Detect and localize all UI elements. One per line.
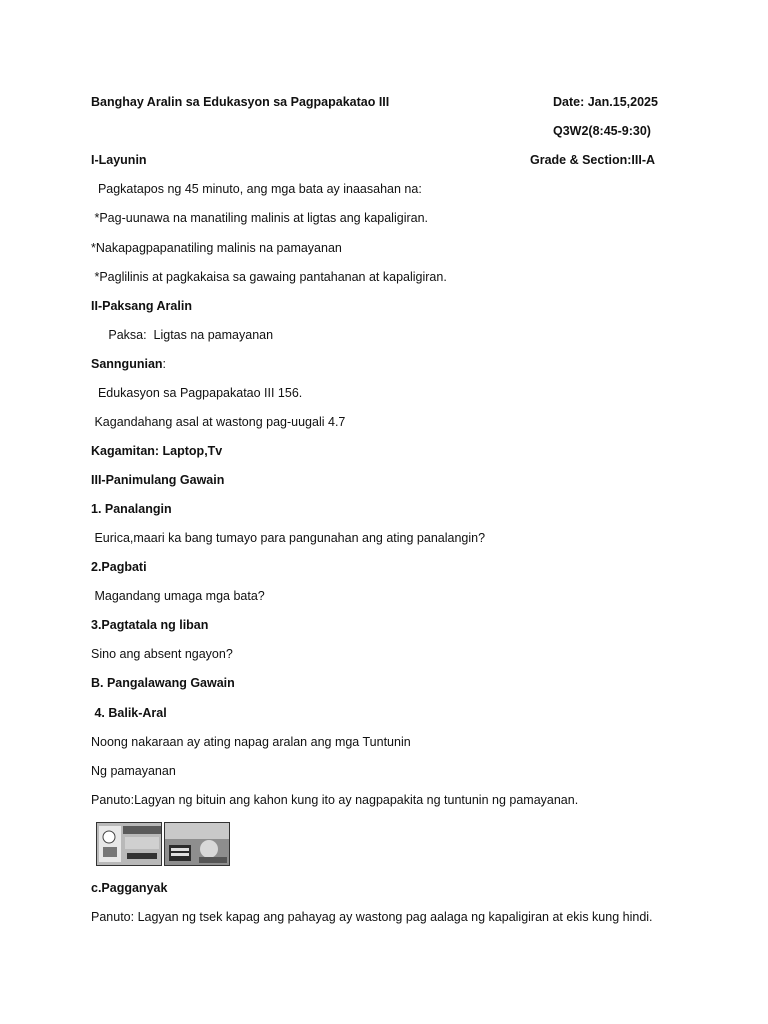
step-balik-aral: 4. Balik-Aral — [91, 706, 167, 720]
objective-item: *Nakapagpapanatiling malinis na pamayanan — [91, 241, 342, 255]
document-title: Banghay Aralin sa Edukasyon sa Pagpapakatao III — [91, 95, 390, 109]
step-text: Sino ang absent ngayon? — [91, 647, 233, 661]
objective-item: *Pag-uunawa na manatiling malinis at ligtas ang kapaligiran. — [91, 211, 429, 225]
section-panimulang-gawain: III-Panimulang Gawain — [91, 473, 225, 487]
sanngunian-label: Sanngunian — [91, 357, 163, 371]
section-pangalawang-gawain: B. Pangalawang Gawain — [91, 676, 235, 690]
poster-image — [96, 822, 162, 866]
instruction-text: Panuto: Lagyan ng tsek kapag ang pahayag ay wastong pag aalaga ng kapaligiran at ekis kung hindi. — [91, 910, 653, 924]
activity-images — [96, 822, 230, 868]
step-pagganyak: c.Pagganyak — [91, 881, 168, 895]
instruction-text: Panuto:Lagyan ng bituin ang kahon kung ito ay nagpapakita ng tuntunin ng pamayanan. — [91, 793, 579, 807]
step-pagtatala: 3.Pagtatala ng liban — [91, 618, 209, 632]
community-image — [164, 822, 230, 866]
objective-item: *Paglilinis at pagkakaisa sa gawaing pantahanan at kapaligiran. — [91, 270, 447, 284]
step-pagbati: 2.Pagbati — [91, 560, 147, 574]
sanngunian-heading — [91, 356, 166, 372]
section-paksang-aralin: II-Paksang Aralin — [91, 299, 192, 313]
sanngunian-colon: : — [162, 357, 167, 371]
section-layunin: I-Layunin — [91, 153, 147, 167]
objective-intro: Pagkatapos ng 45 minuto, ang mga bata ay inaasahan na: — [91, 182, 422, 196]
reference-line: Kagandahang asal at wastong pag-uugali 4.7 — [91, 415, 346, 429]
review-text: Noong nakaraan ay ating napag aralan ang mga Tuntunin — [91, 735, 411, 749]
review-text: Ng pamayanan — [91, 764, 176, 778]
step-panalangin: 1. Panalangin — [91, 502, 172, 516]
reference-line: Edukasyon sa Pagpapakatao III 156. — [91, 386, 303, 400]
grade-section-label: Grade & Section:III-A — [530, 153, 656, 167]
topic-line: Paksa: Ligtas na pamayanan — [91, 328, 274, 342]
step-text: Magandang umaga mga bata? — [91, 589, 265, 603]
schedule-label: Q3W2(8:45-9:30) — [553, 124, 651, 138]
step-text: Eurica,maari ka bang tumayo para pangunahan ang ating panalangin? — [91, 531, 486, 545]
materials-line: Kagamitan: Laptop,Tv — [91, 444, 223, 458]
date-label: Date: Jan.15,2025 — [553, 95, 658, 109]
